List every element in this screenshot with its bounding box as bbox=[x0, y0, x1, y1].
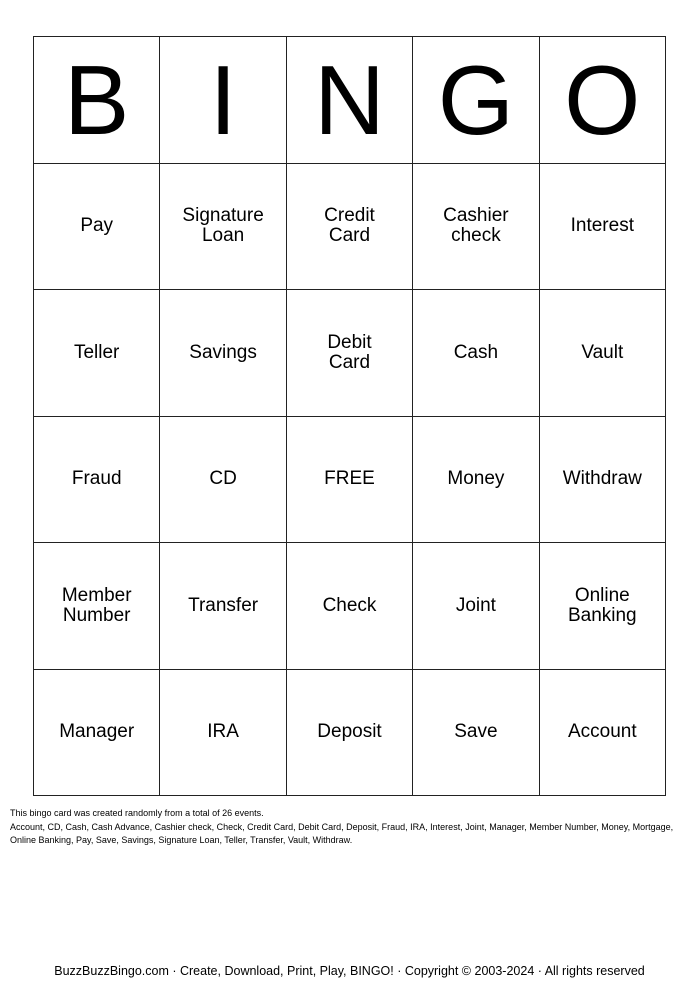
cell-term: Withdraw bbox=[562, 468, 642, 490]
header-cell-i bbox=[160, 37, 286, 164]
bingo-cell bbox=[287, 164, 413, 291]
cell-term: Manager bbox=[59, 721, 135, 743]
bingo-cell bbox=[413, 417, 539, 544]
header-letter: B bbox=[64, 44, 130, 155]
cell-term: Online Banking bbox=[567, 584, 637, 626]
bingo-cell bbox=[34, 164, 160, 291]
bingo-cell bbox=[160, 164, 286, 291]
cell-term: Credit Card bbox=[324, 205, 375, 247]
bingo-cell bbox=[413, 670, 539, 797]
cell-term: Savings bbox=[189, 341, 257, 363]
header-letter: I bbox=[209, 44, 237, 155]
bingo-cell bbox=[160, 543, 286, 670]
bingo-card bbox=[33, 36, 666, 796]
header-cell-o bbox=[540, 37, 666, 164]
cell-term: Joint bbox=[455, 594, 496, 616]
cell-term: Deposit bbox=[317, 721, 382, 743]
free-space-cell bbox=[287, 417, 413, 544]
cell-term: Check bbox=[322, 594, 377, 616]
bingo-cell bbox=[160, 670, 286, 797]
bingo-cell bbox=[34, 670, 160, 797]
header-cell-b bbox=[34, 37, 160, 164]
cell-term: Fraud bbox=[71, 468, 122, 490]
cell-term: Cashier check bbox=[443, 205, 509, 247]
header-cell-n bbox=[287, 37, 413, 164]
bingo-cell bbox=[287, 543, 413, 670]
cell-term: Pay bbox=[80, 215, 114, 237]
bingo-cell bbox=[34, 417, 160, 544]
bingo-cell bbox=[160, 417, 286, 544]
cell-term: Teller bbox=[73, 341, 120, 363]
cell-term: IRA bbox=[207, 721, 239, 743]
bingo-cell bbox=[287, 290, 413, 417]
header-letter: N bbox=[314, 44, 385, 155]
bingo-cell bbox=[413, 290, 539, 417]
bingo-cell bbox=[540, 164, 666, 291]
cell-term: Debit Card bbox=[327, 331, 372, 373]
cell-term: Money bbox=[447, 468, 505, 490]
bingo-cell bbox=[413, 543, 539, 670]
bingo-cell bbox=[540, 543, 666, 670]
cell-term: Signature Loan bbox=[182, 205, 264, 247]
cell-term: Transfer bbox=[188, 594, 259, 616]
bingo-cell bbox=[540, 670, 666, 797]
bingo-cell bbox=[413, 164, 539, 291]
card-summary: This bingo card was created randomly from a total of 26 events. bbox=[10, 808, 264, 818]
bingo-cell bbox=[287, 670, 413, 797]
free-space-term: FREE bbox=[324, 468, 375, 490]
page-footer: BuzzBuzzBingo.com · Create, Download, Print, Play, BINGO! · Copyright © 2003-2024 · All rights reserved bbox=[54, 964, 645, 978]
bingo-cell bbox=[34, 290, 160, 417]
cell-term: Member Number bbox=[61, 584, 132, 626]
cell-term: CD bbox=[209, 468, 237, 490]
cell-term: Interest bbox=[570, 215, 634, 237]
bingo-cell bbox=[540, 417, 666, 544]
card-info bbox=[10, 807, 690, 848]
header-letter: G bbox=[437, 44, 514, 155]
event-list: Account, CD, Cash, Cash Advance, Cashier check, Check, Credit Card, Debit Card, Deposit, Fraud, IRA, Interest, Joint, Manager, Member Number, Money, Mortgage, Online Banking, Pay, Save, Savings, Signature Loan, Teller, Transfer, Vault, Withdraw. bbox=[10, 821, 674, 845]
cell-term: Account bbox=[567, 721, 637, 743]
bingo-cell bbox=[160, 290, 286, 417]
cell-term: Cash bbox=[453, 341, 499, 363]
bingo-cell bbox=[34, 543, 160, 670]
cell-term: Vault bbox=[581, 341, 624, 363]
header-letter: O bbox=[564, 44, 641, 155]
header-cell-g bbox=[413, 37, 539, 164]
bingo-cell bbox=[540, 290, 666, 417]
cell-term: Save bbox=[454, 721, 498, 743]
